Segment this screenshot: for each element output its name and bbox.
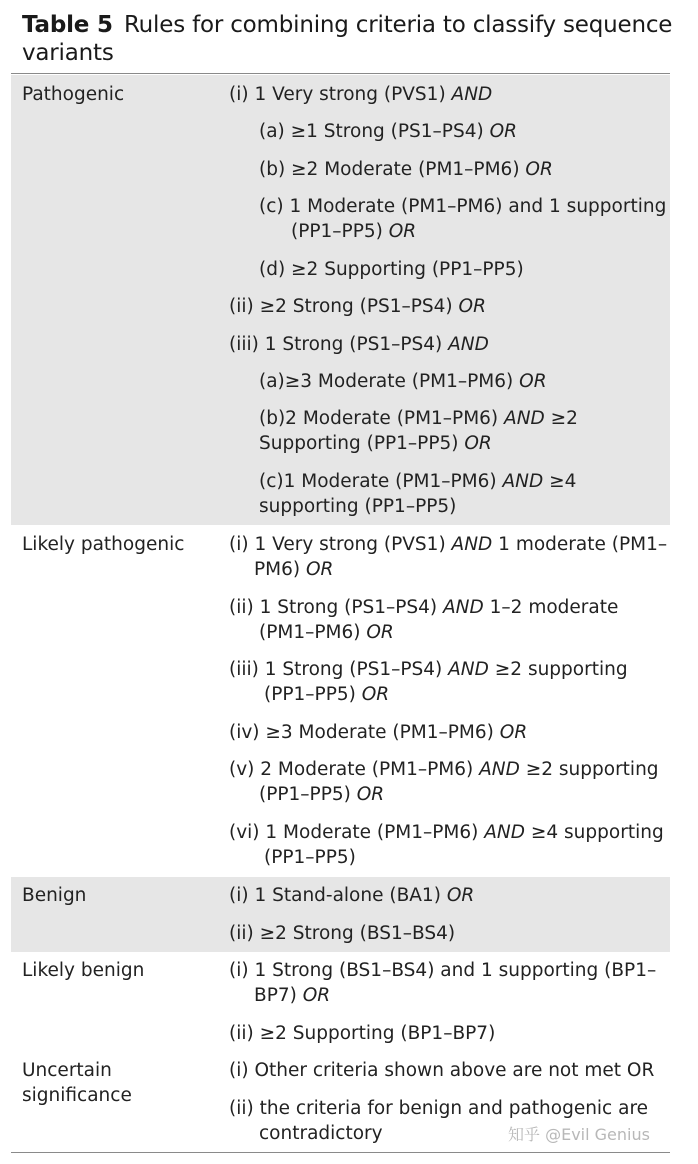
criterion-item: (ii) ≥2 Strong (BS1–BS4) (229, 923, 456, 944)
criterion-item: (v) 2 Moderate (PM1–PM6) AND ≥2 supporting (229, 759, 659, 780)
logic-operator: AND (451, 84, 493, 105)
criterion-item: (iii) 1 Strong (PS1–PS4) AND (229, 334, 489, 355)
logic-operator: OR (519, 371, 547, 392)
criterion-continuation: supporting (PP1–PP5) (259, 496, 457, 517)
criterion-item: (i) 1 Stand-alone (BA1) OR (229, 885, 475, 906)
category-label: Likely pathogenic (22, 534, 185, 555)
logic-operator: AND (484, 822, 526, 843)
criterion-item: (vi) 1 Moderate (PM1–PM6) AND ≥4 supporting (229, 822, 664, 843)
category-label: Pathogenic (22, 84, 125, 105)
logic-operator: OR (464, 433, 492, 454)
logic-operator: OR (458, 296, 486, 317)
logic-operator: OR (489, 121, 517, 142)
criterion-continuation: Supporting (PP1–PP5) OR (259, 433, 492, 454)
criterion-continuation: BP7) OR (254, 985, 331, 1006)
logic-operator: AND (451, 534, 493, 555)
table-top-rule (11, 73, 670, 74)
logic-operator: AND (502, 471, 544, 492)
logic-operator: OR (366, 622, 394, 643)
logic-operator: OR (302, 985, 331, 1006)
category-label: Likely benign (22, 960, 145, 981)
criterion-item: (ii) ≥2 Strong (PS1–PS4) OR (229, 296, 486, 317)
criterion-item: (a)≥3 Moderate (PM1–PM6) OR (259, 371, 547, 392)
criterion-item: (iv) ≥3 Moderate (PM1–PM6) OR (229, 722, 528, 743)
criterion-item: (ii) 1 Strong (PS1–PS4) AND 1–2 moderate (229, 597, 619, 618)
table-caption: Rules for combining criteria to classify sequence (123, 12, 673, 38)
table-caption-cont: variants (22, 40, 114, 66)
criterion-item: (i) 1 Strong (BS1–BS4) and 1 supporting (BP1– (229, 960, 657, 981)
logic-operator: AND (443, 597, 484, 618)
criterion-item: (i) 1 Very strong (PVS1) AND 1 moderate (PM1– (229, 534, 668, 555)
logic-operator: OR (446, 885, 475, 906)
category-label: Benign (22, 885, 87, 906)
criterion-continuation: (PP1–PP5) OR (264, 684, 390, 705)
criterion-item: (d) ≥2 Supporting (PP1–PP5) (259, 259, 524, 280)
criterion-item: (iii) 1 Strong (PS1–PS4) AND ≥2 supporting (229, 659, 628, 680)
criterion-item: (ii) the criteria for benign and pathogenic are (229, 1098, 649, 1119)
table-bottom-rule (11, 1152, 670, 1153)
table-number: Table 5 (22, 12, 113, 38)
criterion-item: (c) 1 Moderate (PM1–PM6) and 1 supporting (259, 196, 667, 217)
criterion-item: (a) ≥1 Strong (PS1–PS4) OR (259, 121, 517, 142)
criterion-continuation: (PM1–PM6) OR (259, 622, 394, 643)
criterion-item: (b) ≥2 Moderate (PM1–PM6) OR (259, 159, 553, 180)
criterion-continuation: (PP1–PP5) OR (259, 784, 385, 805)
logic-operator: AND (504, 408, 545, 429)
logic-operator: OR (306, 559, 334, 580)
logic-operator: AND (479, 759, 520, 780)
criterion-item: (i) Other criteria shown above are not met OR (229, 1060, 655, 1081)
criterion-continuation: contradictory (259, 1123, 383, 1144)
criterion-item: (b)2 Moderate (PM1–PM6) AND ≥2 (259, 408, 578, 429)
logic-operator: AND (448, 659, 489, 680)
criterion-item: (i) 1 Very strong (PVS1) AND (229, 84, 493, 105)
table-title (22, 11, 682, 67)
logic-operator: AND (448, 334, 489, 355)
logic-operator: OR (356, 784, 385, 805)
logic-operator: OR (388, 221, 417, 242)
criterion-continuation: PM6) OR (254, 559, 334, 580)
watermark: 知乎 @Evil Genius (508, 1125, 650, 1144)
logic-operator: OR (525, 159, 553, 180)
category-label: significance (22, 1085, 132, 1106)
logic-operator: OR (361, 684, 390, 705)
criterion-continuation: (PP1–PP5) (264, 847, 356, 868)
category-label: Uncertain (22, 1060, 112, 1081)
criterion-item: (ii) ≥2 Supporting (BP1–BP7) (229, 1023, 496, 1044)
criterion-continuation: (PP1–PP5) OR (291, 221, 417, 242)
criterion-item: (c)1 Moderate (PM1–PM6) AND ≥4 (259, 471, 577, 492)
logic-operator: OR (499, 722, 528, 743)
